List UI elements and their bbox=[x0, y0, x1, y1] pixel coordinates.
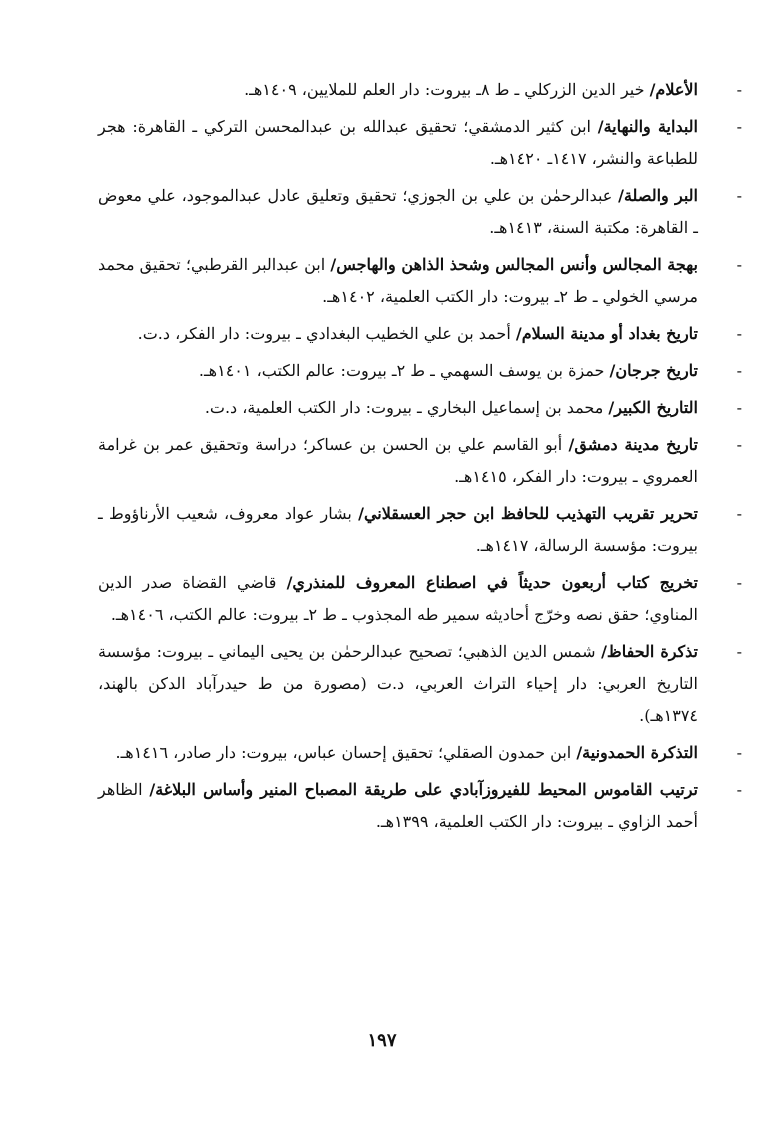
bibliography-entry bbox=[98, 318, 742, 350]
bibliography-entry bbox=[98, 249, 742, 313]
bibliography-entry bbox=[98, 636, 742, 732]
entry-text: ابن عبدالبر القرطبي؛ تحقيق محمد مرسي الخولي ـ ط ٢ـ بيروت: دار الكتب العلمية، ١٤٠٢هـ. bbox=[98, 255, 698, 306]
entry-title: التذكرة الحمدونية/ bbox=[576, 743, 698, 762]
entry-text: أبو القاسم علي بن الحسن بن عساكر؛ دراسة وتحقيق عمر بن غرامة العمروي ـ بيروت: دار الفكر، ١٤١٥هـ. bbox=[98, 435, 698, 486]
entry-title: تاريخ جرجان/ bbox=[609, 361, 698, 380]
entry-title: بهجة المجالس وأنس المجالس وشحذ الذاهن والهاجس/ bbox=[330, 255, 699, 274]
entry-text: حمزة بن يوسف السهمي ـ ط ٢ـ بيروت: عالم الكتب، ١٤٠١هـ. bbox=[198, 361, 610, 380]
entry-dash: - bbox=[736, 80, 742, 99]
entry-title: التاريخ الكبير/ bbox=[608, 398, 698, 417]
entry-dash: - bbox=[736, 398, 742, 417]
entry-text: أحمد بن علي الخطيب البغدادي ـ بيروت: دار الفكر، د.ت. bbox=[137, 324, 516, 343]
entry-dash: - bbox=[736, 780, 742, 799]
bibliography-entry bbox=[98, 111, 742, 175]
bibliography-entry bbox=[98, 498, 742, 562]
entry-dash: - bbox=[736, 743, 742, 762]
bibliography-entry bbox=[98, 392, 742, 424]
entry-text: قاضي القضاة صدر الدين المناوي؛ حقق نصه وخرّج أحاديثه سمير طه المجذوب ـ ط ٢ـ بيروت: عالم الكتب، ١٤٠٦هـ. bbox=[98, 573, 698, 624]
entry-title: تاريخ بغداد أو مدينة السلام/ bbox=[515, 324, 698, 343]
bibliography-list bbox=[98, 74, 742, 843]
bibliography-entry bbox=[98, 180, 742, 244]
bibliography-entry bbox=[98, 567, 742, 631]
entry-text: بشار عواد معروف، شعيب الأرناؤوط ـ بيروت: مؤسسة الرسالة، ١٤١٧هـ. bbox=[98, 504, 698, 555]
entry-dash: - bbox=[736, 186, 742, 205]
entry-text: ابن كثير الدمشقي؛ تحقيق عبدالله بن عبدالمحسن التركي ـ القاهرة: هجر للطباعة والنشر، ١٤١٧ـ ١٤٢٠هـ. bbox=[98, 117, 698, 168]
entry-text: محمد بن إسماعيل البخاري ـ بيروت: دار الكتب العلمية، د.ت. bbox=[204, 398, 609, 417]
entry-title: البداية والنهاية/ bbox=[597, 117, 699, 136]
entry-title: تخريج كتاب أربعون حديثاً في اصطناع المعروف للمنذري/ bbox=[286, 573, 698, 592]
bibliography-entry bbox=[98, 74, 742, 106]
entry-dash: - bbox=[736, 573, 742, 592]
entry-text: ابن حمدون الصقلي؛ تحقيق إحسان عباس، بيروت: دار صادر، ١٤١٦هـ. bbox=[115, 743, 577, 762]
entry-text: شمس الدين الذهبي؛ تصحيح عبدالرحمٰن بن يحيى اليماني ـ بيروت: مؤسسة التاريخ العربي: دار إحياء التراث العربي، د.ت (مصورة من ط حيدرآباد الدكن بالهند، ١٣٧٤هـ). bbox=[98, 642, 698, 725]
entry-dash: - bbox=[736, 504, 742, 523]
bibliography-entry bbox=[98, 737, 742, 769]
entry-text: خير الدين الزركلي ـ ط ٨ـ بيروت: دار العلم للملايين، ١٤٠٩هـ. bbox=[244, 80, 650, 99]
entry-text: عبدالرحمٰن بن علي بن الجوزي؛ تحقيق وتعليق عادل عبدالموجود، علي معوض ـ القاهرة: مكتبة السنة، ١٤١٣هـ. bbox=[98, 186, 698, 237]
entry-dash: - bbox=[736, 255, 742, 274]
bibliography-entry bbox=[98, 774, 742, 838]
entry-dash: - bbox=[736, 117, 742, 136]
entry-dash: - bbox=[736, 435, 742, 454]
entry-text: الظاهر أحمد الزاوي ـ بيروت: دار الكتب العلمية، ١٣٩٩هـ. bbox=[98, 780, 698, 831]
entry-title: تحرير تقريب التهذيب للحافظ ابن حجر العسقلاني/ bbox=[358, 504, 699, 523]
bibliography-entry bbox=[98, 355, 742, 387]
bibliography-entry bbox=[98, 429, 742, 493]
entry-title: الأعلام/ bbox=[649, 80, 698, 99]
page-number: ١٩٧ bbox=[367, 1030, 397, 1051]
entry-title: تاريخ مدينة دمشق/ bbox=[568, 435, 698, 454]
entry-title: تذكرة الحفاظ/ bbox=[601, 642, 698, 661]
entry-title: البر والصلة/ bbox=[618, 186, 698, 205]
entry-dash: - bbox=[736, 324, 742, 343]
entry-dash: - bbox=[736, 361, 742, 380]
entry-dash: - bbox=[736, 642, 742, 661]
entry-title: ترتيب القاموس المحيط للفيروزآبادي على طريقة المصباح المنير وأساس البلاغة/ bbox=[149, 780, 699, 799]
